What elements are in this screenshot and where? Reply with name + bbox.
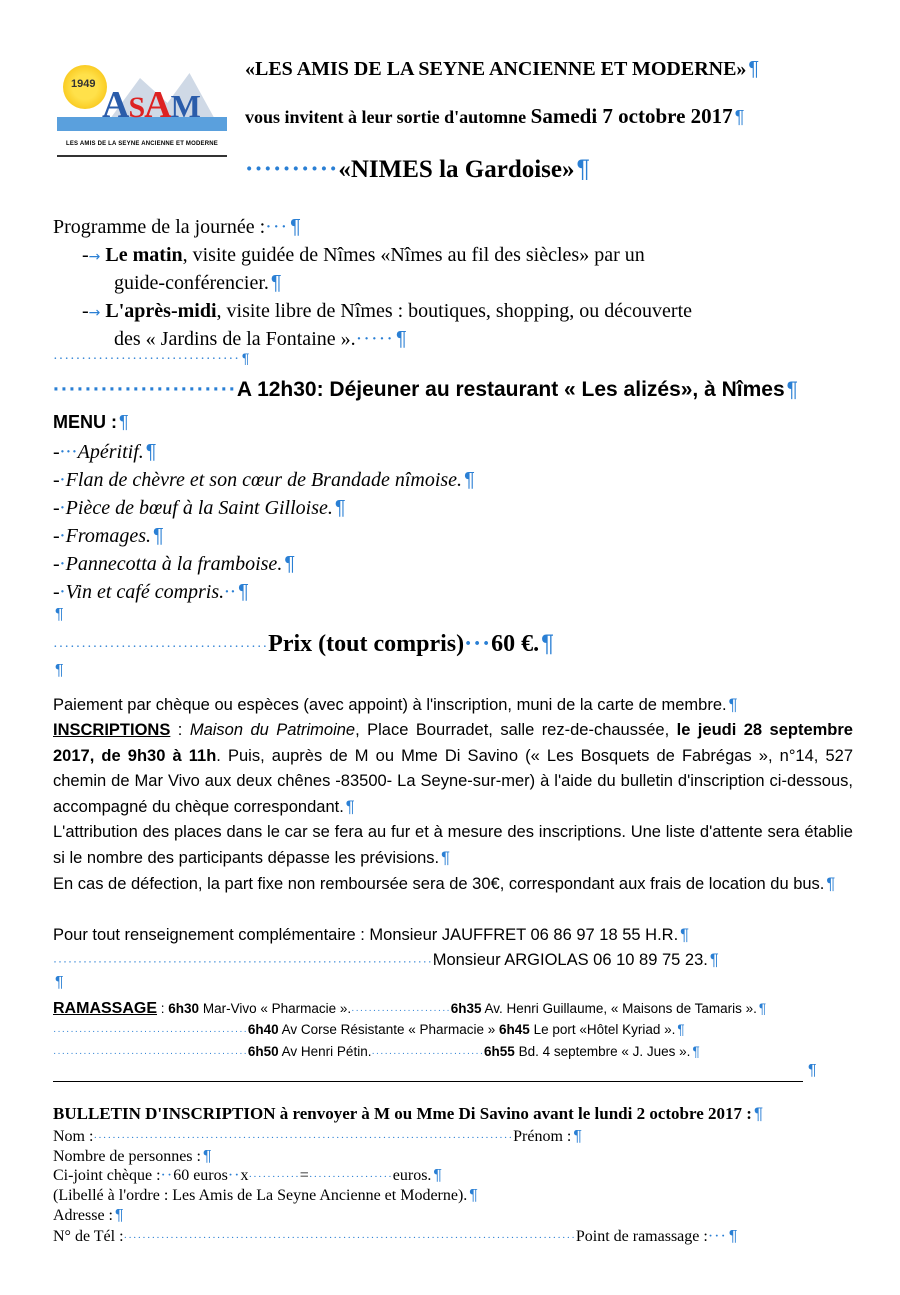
programme-morning-cont: guide-conférencier. ¶ [114, 272, 282, 294]
cheque-field[interactable]: Ci-joint chèque :··60 euros··x···········=··················euros. ¶ [53, 1167, 443, 1184]
ramassage-row-3: ·············································6h50 Av Henri Pétin.··························6h55 Bd. 4 septembre « J. Jues ». ¶ [53, 1044, 700, 1059]
invitation-line: vous invitent à leur sortie d'automne Samedi 7 octobre 2017 ¶ [245, 104, 745, 128]
menu-item: -·Flan de chèvre et son cœur de Brandade nîmoise. ¶ [53, 469, 475, 491]
programme-afternoon: -→ L'après-midi, visite libre de Nîmes : boutiques, shopping, ou découverte [82, 300, 692, 322]
bulletin-heading: BULLETIN D'INSCRIPTION à renvoyer à M ou Mme Di Savino avant le lundi 2 octobre 2017 : ¶ [53, 1104, 764, 1123]
price-line: ······································Prix (tout compris)···60 €.¶ [53, 630, 555, 657]
menu-heading: MENU : ¶ [53, 412, 129, 432]
association-name: «LES AMIS DE LA SEYNE ANCIENNE ET MODERNE» ¶ [245, 58, 760, 80]
empty-line: ¶ [55, 974, 64, 991]
libelle-text: (Libellé à l'ordre : Les Amis de La Seyne Ancienne et Moderne). ¶ [53, 1187, 478, 1204]
seats-text: L'attribution des places dans le car se fera au fur et à mesure des inscriptions. Une liste d'attente sera établie si le nombre des participants dépasse les prévisions. ¶ [53, 823, 853, 867]
ramassage-row-2: ·············································6h40 Av Corse Résistante « Pharmacie » 6h45 Le port «Hôtel Kyriad ». ¶ [53, 1022, 685, 1037]
programme-morning: -→ Le matin, visite guidée de Nîmes «Nîmes au fil des siècles» par un [82, 244, 645, 266]
menu-item: -·Fromages. ¶ [53, 525, 164, 547]
logo-year: 1949 [71, 78, 96, 90]
logo-letters: ASAM [102, 84, 200, 126]
programme-heading: Programme de la journée :··· ¶ [53, 216, 301, 238]
separator-line [53, 1081, 803, 1082]
contact-line-1: Pour tout renseignement complémentaire : Monsieur JAUFFRET 06 86 97 18 55 H.R. ¶ [53, 926, 690, 944]
lunch-line: ·······················A 12h30: Déjeuner au restaurant « Les alizés», à Nîmes¶ [53, 378, 798, 401]
defection-text: En cas de défection, la part fixe non remboursée sera de 30€, correspondant aux frais de location du bus. ¶ [53, 875, 836, 893]
asam-logo [57, 55, 227, 157]
adresse-field[interactable]: Adresse : ¶ [53, 1207, 124, 1224]
menu-item: -·Pièce de bœuf à la Saint Gilloise. ¶ [53, 497, 346, 519]
separator-mark: ¶ [808, 1062, 817, 1079]
empty-line: ¶ [55, 606, 64, 623]
logo-caption: LES AMIS DE LA SEYNE ANCIENNE ET MODERNE [65, 141, 218, 147]
menu-item: -·Vin et café compris.·· ¶ [53, 581, 249, 603]
empty-line: ¶ [55, 662, 64, 679]
payment-text: Paiement par chèque ou espèces (avec appoint) à l'inscription, muni de la carte de membre. ¶ [53, 696, 738, 714]
tel-field[interactable]: N° de Tél :·································································································Point de ramassage :··· ¶ [53, 1228, 738, 1245]
trip-title: ··········«NIMES la Gardoise»¶ [245, 155, 590, 183]
empty-line: ································· ¶ [53, 350, 250, 367]
programme-afternoon-cont: des « Jardins de la Fontaine ».····· ¶ [114, 328, 407, 350]
nom-field[interactable]: Nom :··························································································Prénom : ¶ [53, 1128, 582, 1145]
inscriptions-text: INSCRIPTIONS : Maison du Patrimoine, Place Bourradet, salle rez-de-chaussée, le jeudi 28 septembre 2017, de 9h30 à 11h. Puis, auprès de M ou Mme Di Savino (« Les Bosquets de Fabrégas », n°14, 527 chemin de Mar Vivo aux deux chênes -83500- La Seyne-sur-mer) à l'aide du bulletin d'inscription ci-dessous, accompagné du chèque correspondant. ¶ [53, 721, 853, 816]
nombre-personnes-field[interactable]: Nombre de personnes : ¶ [53, 1148, 212, 1165]
menu-item: -···Apéritif. ¶ [53, 441, 157, 463]
contact-line-2: ············································································Monsieur ARGIOLAS 06 10 89 75 23. ¶ [53, 951, 719, 969]
menu-item: -·Pannecotta à la framboise. ¶ [53, 553, 296, 575]
ramassage-row-1: RAMASSAGE : 6h30 Mar-Vivo « Pharmacie ».·······················6h35 Av. Henri Guillaume, « Maisons de Tamaris ». ¶ [53, 1000, 767, 1017]
